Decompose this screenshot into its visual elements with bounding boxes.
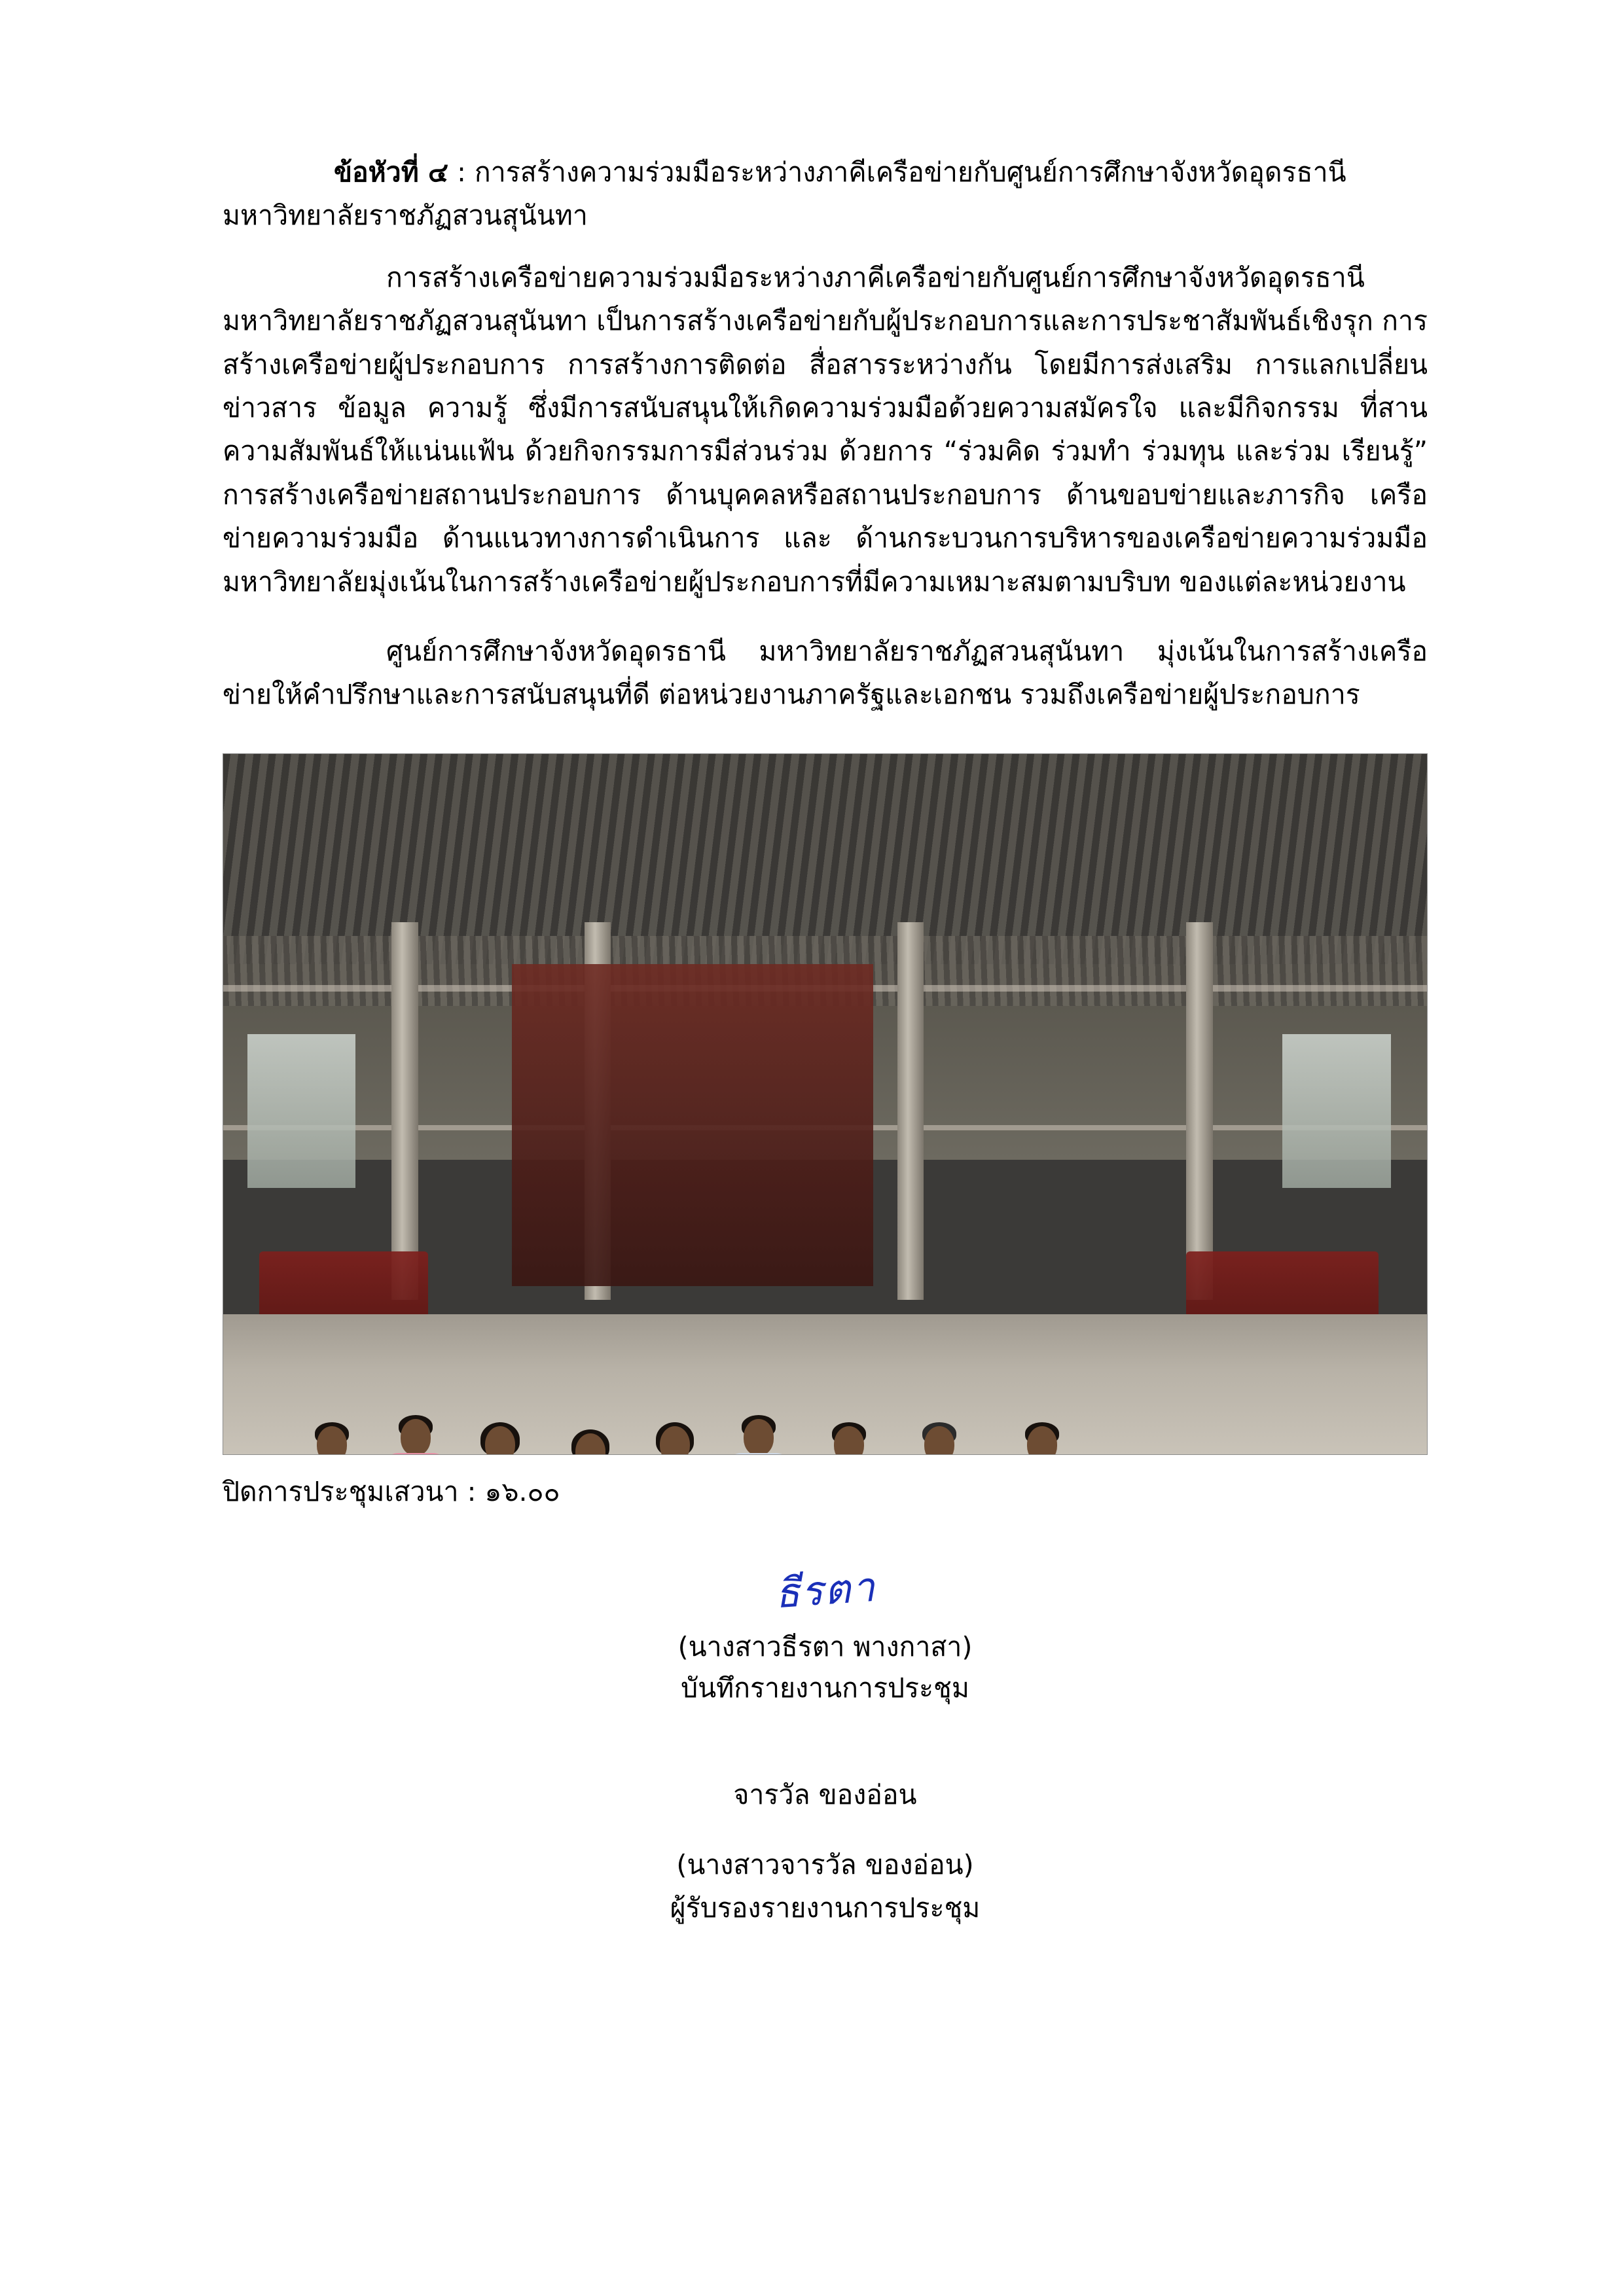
handwritten-signature-1: ธีรตา: [772, 1563, 877, 1618]
photo-column-mid-right: [897, 922, 924, 1300]
signature-name-2: (นางสาวจารวัล ของอ่อน): [676, 1849, 974, 1881]
paragraph-1: การสร้างเครือข่ายความร่วมมือระหว่างภาคีเครือข่ายกับศูนย์การศึกษาจังหวัดอุดรธานี มหาวิทยาลัยราชภัฏสวนสุนันทา เป็นการสร้างเครือข่ายกับผู้ประกอบการและการประชาสัมพันธ์เชิงรุก การสร้างเครือข่ายผู้ประกอบการ การสร้างการติดต่อ สื่อสารระหว่างกัน โดยมีการส่งเสริม การแลกเปลี่ยนข่าวสาร ข้อมูล ความรู้ ซึ่งมีการสนับสนุนให้เกิดความร่วมมือด้วยความสมัครใจ และมีกิจกรรม ที่สานความสัมพันธ์ให้แน่นแฟ้น ด้วยกิจกรรมการมีส่วนร่วม ด้วยการ “ร่วมคิด ร่วมทำ ร่วมทุน และร่วม เรียนรู้” การสร้างเครือข่ายสถานประกอบการ ด้านบุคคลหรือสถานประกอบการ ด้านขอบข่ายและภารกิจ เครือข่ายความร่วมมือ ด้านแนวทางการดำเนินการ และ ด้านกระบวนการบริหารของเครือข่ายความร่วมมือ มหาวิทยาลัยมุ่งเน้นในการสร้างเครือข่ายผู้ประกอบการที่มีความเหมาะสมตามบริบท ของแต่ละหน่วยงาน: [223, 261, 1428, 598]
photo-backdrop: [512, 964, 873, 1286]
person-head: [401, 1419, 431, 1455]
signature-block-1: [678, 1559, 973, 1709]
section-heading: [223, 151, 1428, 194]
signature-name-1: (นางสาวธีรตา พางกาสา): [677, 1630, 973, 1662]
signature-section: [223, 1513, 1428, 1929]
photo-caption: ปิดการประชุมเสวนา : ๑๖.๐๐: [223, 1475, 560, 1507]
photo-window-left: [247, 1034, 356, 1188]
meeting-group-photo: [223, 753, 1428, 1455]
section-heading-title: การสร้างความร่วมมือระหว่างภาคีเครือข่ายกับศูนย์การศึกษาจังหวัดอุดรธานี: [474, 156, 1346, 188]
photo-window-right: [1282, 1034, 1391, 1188]
paragraph-2: ศูนย์การศึกษาจังหวัดอุดรธานี มหาวิทยาลัยราชภัฏสวนสุนันทา มุ่งเน้นในการสร้างเครือข่ายให้คำปรึกษาและการสนับสนุนที่ดี ต่อหน่วยงานภาครัฐและเอกชน รวมถึงเครือข่ายผู้ประกอบการ: [223, 636, 1428, 711]
section-heading-label: ข้อหัวที่ ๔: [334, 156, 449, 188]
person-head: [744, 1419, 774, 1455]
signature-block-2: [670, 1746, 981, 1930]
section-heading-separator: :: [448, 156, 475, 188]
document-body: [223, 151, 1428, 1930]
signature-role-1: บันทึกรายงานการประชุม: [681, 1672, 969, 1704]
photo-column-right: [1186, 922, 1212, 1300]
photo-column-left: [391, 922, 418, 1300]
section-heading-line2: มหาวิทยาลัยราชภัฏสวนสุนันทา: [223, 200, 588, 232]
signature-role-2: ผู้รับรองรายงานการประชุม: [670, 1892, 981, 1924]
handwritten-signature-2: จารวัล ของอ่อน: [733, 1778, 917, 1810]
photo-container: [223, 753, 1428, 1455]
